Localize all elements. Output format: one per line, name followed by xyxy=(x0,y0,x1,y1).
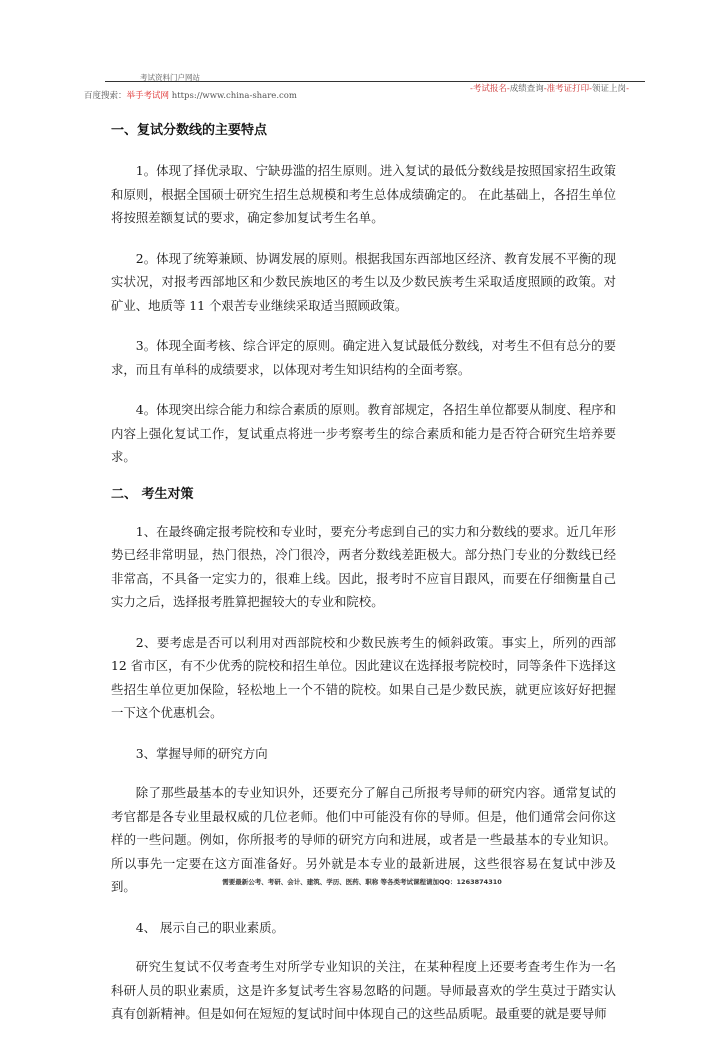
nav-link-exam-registration[interactable]: 考试报名 xyxy=(472,84,507,94)
nav-link-certificate[interactable]: 领证上岗 xyxy=(592,84,627,94)
paragraph: 2、要考虑是否可以利用对西部院校和少数民族考生的倾斜政策。事实上，所列的西部 12 省市区，有不少优秀的院校和招生单位。因此建议在选择报考院校时，同等条件下选择这些招生单位更加保险，轻松地上一个不错的院校。如果自己是少数民族，就更应该好好把握一下这个优惠机会。 xyxy=(111,634,616,720)
separator: - xyxy=(589,84,593,94)
separator: - xyxy=(543,84,547,94)
subheading: 4、 展示自己的职业素质。 xyxy=(135,919,284,935)
paragraph: 3。体现全面考核、综合评定的原则。确定进入复试最低分数线，对考生不但有总分的要求，而且有单科的成绩要求，以体现对考生知识结构的全面考察。 xyxy=(111,338,616,377)
separator: - xyxy=(470,84,473,94)
document-body xyxy=(111,122,616,1043)
header-nav xyxy=(470,82,629,94)
separator: - xyxy=(626,84,629,94)
paragraph: 1、在最终确定报考院校和专业时，要充分考虑到自己的实力和分数线的要求。近几年形势已经非常明显，热门很热，冷门很冷，两者分数线差距极大。部分热门专业的分数线已经非常高，不具备一定实力的，很难上线。因此，报考时不应盲目跟风，而要在仔细衡量自己实力之后，选择报考胜算把握较大的专业和院校。 xyxy=(111,523,616,609)
nav-link-score-query[interactable]: 成绩查询 xyxy=(509,84,544,94)
paragraph: 1。体现了择优录取、宁缺毋滥的招生原则。进入复试的最低分数线是按照国家招生政策和原则，根据全国硕士研究生招生总规模和考生总体成绩确定的。 在此基础上，各招生单位将按照差额复试的要求，确定参加复试考生名单。 xyxy=(111,163,616,225)
nav-link-admission-ticket[interactable]: 准考证打印 xyxy=(546,84,590,94)
paragraph: 研究生复试不仅考查考生对所学专业知识的关注，在某种程度上还要考查考生作为一名科研人员的职业素质，这是许多复试考生容易忽略的问题。导师最喜欢的学生莫过于踏实认真有创新精神。但是如何在短短的复试时间中体现自己的这些品质呢。最重要的就是要导师 xyxy=(111,959,616,1021)
paragraph: 除了那些最基本的专业知识外，还要充分了解自己所报考导师的研究内容。通常复试的考官都是各专业里最权威的几位老师。他们中可能没有你的导师。但是，他们通常会问你这样的一些问题。例如，你所报考的导师的研究方向和进展，或者是一些最基本的专业知识。所以事先一定要在这方面准备好。另外就是本专业的最新进展，这些很容易在复试中涉及到。 xyxy=(111,785,616,894)
site-name: 考试资料门户网站 xyxy=(140,73,200,82)
separator: - xyxy=(506,84,510,94)
section-heading-2: 二、 考生对策 xyxy=(111,486,194,502)
paragraph: 4。体现突出综合能力和综合素质的原则。教育部规定，各招生单位都要从制度、程序和内容上强化复试工作，复试重点将进一步考察考生的综合素质和能力是否符合研究生培养要求。 xyxy=(111,402,616,464)
header-left xyxy=(84,89,297,101)
site-url[interactable]: https://www.china-share.com xyxy=(171,91,297,101)
footer-promo-note: 需要最新公考、考研、会计、建筑、学历、医药、职称 等各类考试课程请加QQ：1263874310 xyxy=(222,878,502,886)
search-prefix: 百度搜索： xyxy=(84,91,127,101)
paragraph: 2。体现了统筹兼顾、协调发展的原则。根据我国东西部地区经济、教育发展不平衡的现实状况，对报考西部地区和少数民族地区的考生以及少数民族考生采取适度照顾的政策。对矿业、地质等 11 个艰苦专业继续采取适当照顾政策。 xyxy=(111,250,616,313)
section-heading-1: 一、复试分数线的主要特点 xyxy=(111,123,268,138)
subheading: 3、掌握导师的研究方向 xyxy=(135,745,268,761)
search-link[interactable]: 举手考试网 xyxy=(126,91,170,101)
